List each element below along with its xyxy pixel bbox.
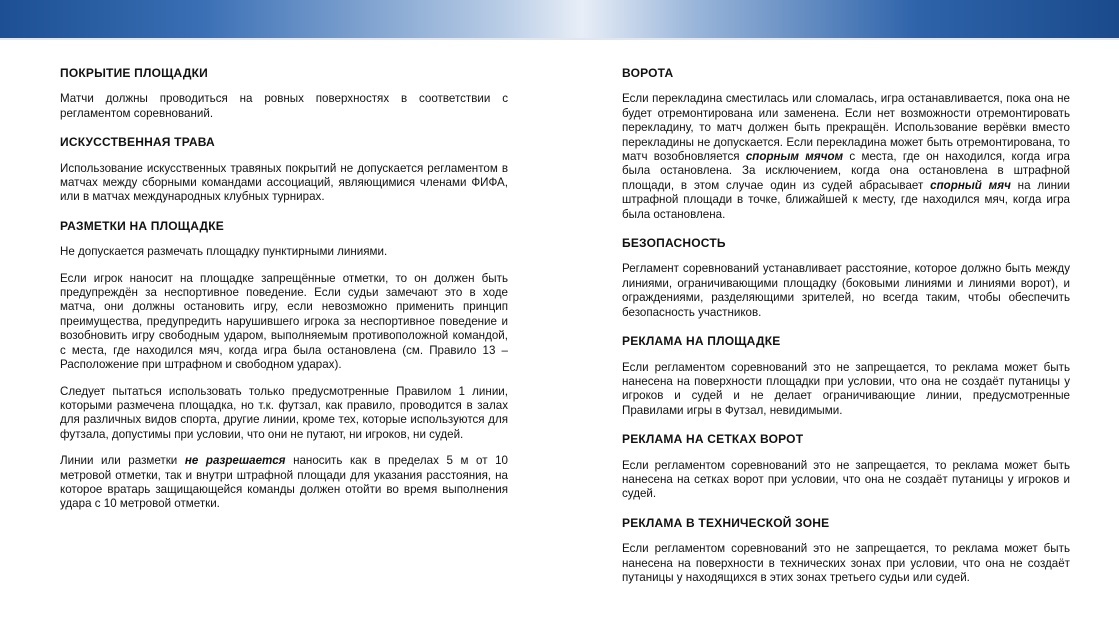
paragraph: Использование искусственных травяных покрытий не допускается регламентом в матчах между сборными командами ассоциаций, являющимися членами ФИФА, или в матчах международных клубных турнирах. <box>60 161 508 204</box>
section-title: ПОКРЫТИЕ ПЛОЩАДКИ <box>60 66 208 80</box>
section-title: ВОРОТА <box>622 66 674 80</box>
text-run: Линии или разметки <box>60 454 185 468</box>
paragraph: Матчи должны проводиться на ровных поверхностях в соответствии с регламентом соревнований. <box>60 92 508 120</box>
paragraph: Регламент соревнований устанавливает расстояние, которое должно быть между линиями, ограничивающими площадку (боковыми линиями и линиями ворот), и ограждениями, разделяющими зрителей, но всегда таким, чтобы обеспечить безопасность участников. <box>622 262 1070 319</box>
paragraph <box>622 92 1070 222</box>
text-run: на линии штрафной площади в точке, ближайшей к месту, где находился мяч, когда игра была остановлена. <box>622 178 1070 221</box>
paragraph: Если регламентом соревнований это не запрещается, то реклама может быть нанесена на поверхности площадки при условии, что она не создаёт путаницы у игроков и судей и не делает ограничивающие линии, предусмотренные Правилами игры в Футзал, невидимыми. <box>622 360 1070 417</box>
section-title: РАЗМЕТКИ НА ПЛОЩАДКЕ <box>60 218 225 233</box>
emphasis: спорный мяч <box>930 178 1011 192</box>
section-title: РЕКЛАМА В ТЕХНИЧЕСКОЙ ЗОНЕ <box>622 515 830 530</box>
text-run: Если перекладина сместилась или сломалась, игра останавливается, пока она не будет отремонтирована или заменена. Если нет возможности отремонтировать перекладину, то матч должен быть прекращён. Использование верёвки вместо перекладины не допускается. Если перекладина может быть отремонтирована, то матч возобновляется <box>622 92 1070 164</box>
section-goals <box>622 66 1070 222</box>
section-title: РЕКЛАМА НА ПЛОЩАДКЕ <box>622 334 781 349</box>
section-artificial-turf <box>60 135 508 205</box>
section-markings <box>60 219 508 512</box>
text-run: с места, где он находился, когда игра была остановлена. За исключением, когда она остановлена в штрафной площади, в этом случае один из судей абрасывает <box>622 150 1070 192</box>
section-technical-area-advertising <box>622 516 1070 586</box>
section-net-advertising <box>622 432 1070 502</box>
section-title: ИСКУССТВЕННАЯ ТРАВА <box>60 135 215 150</box>
paragraph: Если игрок наносит на площадке запрещённые отметки, то он должен быть предупреждён за неспортивное поведение. Если судьи замечают это в ходе матча, они должны остановить игру, если невозможно применить принцип преимущества, предупредить нарушившего игрока за неспортивное поведение и возобновить игру свободным ударом, выполняемым противоположной командой, с места, где находился мяч, когда игра была остановлена (см. Правило 13 – Расположение при штрафном и свободном ударах). <box>60 271 508 372</box>
paragraph: Если регламентом соревнований это не запрещается, то реклама может быть нанесена на поверхности в технических зонах при условии, что она не создаёт путаницы у находящихся в этих зонах третьего судьи или судей. <box>622 542 1070 584</box>
section-surface <box>60 66 508 121</box>
paragraph <box>60 454 508 512</box>
paragraph: Следует пытаться использовать только предусмотренные Правилом 1 линии, которыми размечена площадка, но т.к. футзал, как правило, проводится в залах для различных видов спорта, другие линии, кроме тех, которые используются для футзала, допустимы при условии, что они не путают, ни игроков, ни судей. <box>60 384 508 441</box>
paragraph: Не допускается размечать площадку пунктирными линиями. <box>60 245 388 259</box>
right-column <box>622 66 1070 599</box>
emphasis: спорным мячом <box>745 150 844 164</box>
left-column <box>60 66 508 526</box>
section-title: БЕЗОПАСНОСТЬ <box>622 236 726 251</box>
header-banner <box>0 0 1119 38</box>
text-run: наносить как в пределах 5 м от 10 метровой отметки, так и внутри штрафной площади для указания расстояния, на которое вратарь защищающейся команды должен отойти во время выполнения удара с 10 метровой отметки. <box>60 454 508 511</box>
emphasis: не разрешается <box>184 454 286 468</box>
header-divider <box>0 38 1119 40</box>
section-title: РЕКЛАМА НА СЕТКАХ ВОРОТ <box>622 432 804 447</box>
section-pitch-advertising <box>622 334 1070 418</box>
section-safety <box>622 236 1070 320</box>
paragraph: Если регламентом соревнований это не запрещается, то реклама может быть нанесена на сетках ворот при условии, что она не создаёт путаницы у игроков и судей. <box>622 458 1070 501</box>
